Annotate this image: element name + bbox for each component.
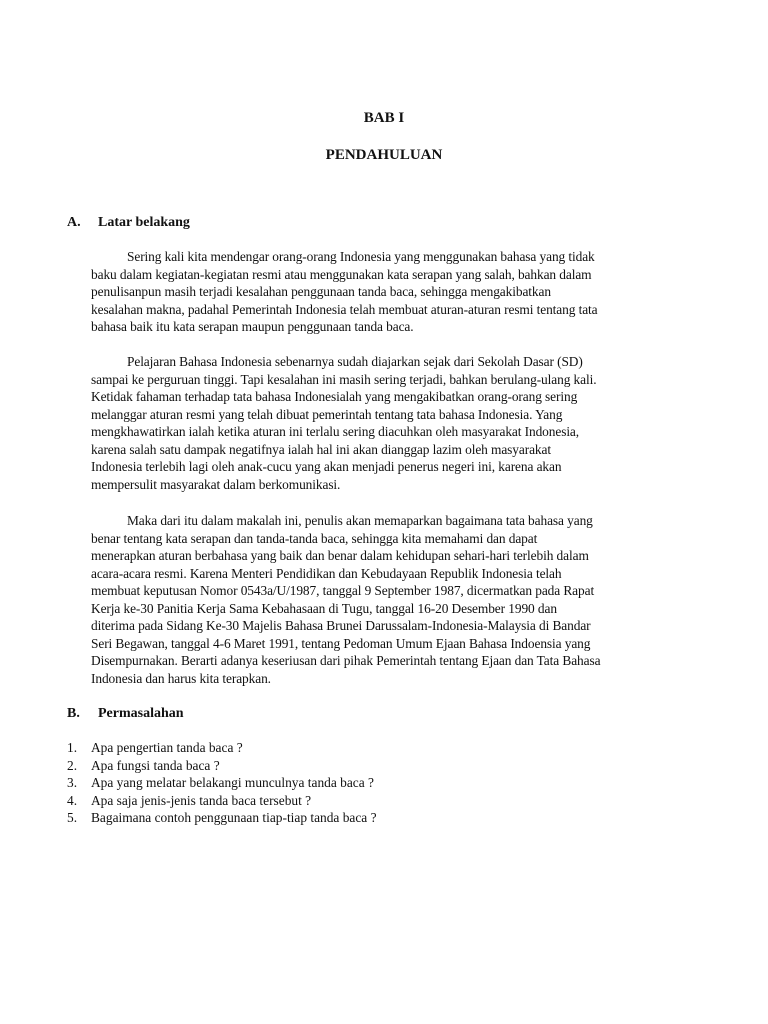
list-item xyxy=(67,809,377,827)
paragraph-line: kesalahan makna, padahal Pemerintah Indonesia telah membuat aturan-aturan resmi tentang tata xyxy=(91,301,598,317)
paragraph-line: Sering kali kita mendengar orang-orang Indonesia yang menggunakan bahasa yang tidak xyxy=(127,249,595,264)
paragraph-line: karena salah satu dampak negatifnya ialah hal ini akan dianggap lazim oleh masyarakat xyxy=(91,441,551,457)
paragraph-line: Seri Begawan, tanggal 4-6 Maret 1991, tentang Pedoman Umum Ejaan Bahasa Indoensia yang xyxy=(91,635,591,651)
paragraph-line: mengkhawatirkan ialah ketika aturan ini terlalu sering diacuhkan oleh masyarakat Indonesia, xyxy=(91,424,580,439)
list-item-number: 1. xyxy=(67,740,78,755)
problem-list xyxy=(67,739,377,827)
section-a-letter: A. xyxy=(67,215,81,230)
list-item xyxy=(67,792,377,810)
paragraph-line: mempersulit masyarakat dalam berkomunikasi. xyxy=(91,476,341,492)
paragraph-line: menerapkan aturan berbahasa yang baik dan benar dalam kehidupan sehari-hari terlebih dalam xyxy=(91,548,589,563)
paragraph-2 xyxy=(91,353,675,493)
chapter-title: PENDAHULUAN xyxy=(325,147,443,163)
list-item-text: Apa pengertian tanda baca ? xyxy=(91,740,243,755)
paragraph-line: acara-acara resmi. Karena Menteri Pendidikan dan Kebudayaan Republik Indonesia telah xyxy=(91,565,562,581)
section-b-heading xyxy=(67,706,184,722)
paragraph-line: membuat keputusan Nomor 0543a/U/1987, tanggal 9 September 1987, dicermatkan pada Rapat xyxy=(91,583,595,598)
paragraph-line: penulisanpun masih terjadi kesalahan penggunaan tanda baca, sehingga mengakibatkan xyxy=(91,284,551,299)
list-item xyxy=(67,774,377,792)
paragraph-line: Indonesia terlebih lagi oleh anak-cucu yang akan menjadi penerus negeri ini, karena akan xyxy=(91,459,562,474)
list-item xyxy=(67,739,377,757)
chapter-number: BAB I xyxy=(363,110,405,126)
list-item-text: Apa yang melatar belakangi munculnya tanda baca ? xyxy=(91,775,374,790)
list-item xyxy=(67,757,377,775)
section-a-heading xyxy=(67,215,190,231)
paragraph-1 xyxy=(91,248,675,336)
list-item-text: Apa fungsi tanda baca ? xyxy=(91,757,220,773)
list-item-number: 4. xyxy=(67,792,78,808)
paragraph-line: Maka dari itu dalam makalah ini, penulis akan memaparkan bagaimana tata bahasa yang xyxy=(127,513,593,528)
list-item-number: 2. xyxy=(67,757,78,773)
paragraph-line: Kerja ke-30 Panitia Kerja Sama Kebahasaan di Tugu, tanggal 16-20 Desember 1990 dan xyxy=(91,600,557,616)
paragraph-line: benar tentang kata serapan dan tanda-tanda baca, sehingga kita memahami dan dapat xyxy=(91,530,538,546)
paragraph-line: melanggar aturan resmi yang telah dibuat pemerintah tentang tata bahasa Indonesia. Yang xyxy=(91,406,563,422)
section-b-title: Permasalahan xyxy=(98,706,184,721)
section-b-letter: B. xyxy=(67,706,80,721)
section-a-title: Latar belakang xyxy=(98,215,190,230)
list-item-text: Bagaimana contoh penggunaan tiap-tiap tanda baca ? xyxy=(91,810,377,825)
paragraph-line: baku dalam kegiatan-kegiatan resmi atau menggunakan kata serapan yang salah, bahkan dalam xyxy=(91,266,592,282)
paragraph-line: Indonesia dan harus kita terapkan. xyxy=(91,670,271,686)
list-item-text: Apa saja jenis-jenis tanda baca tersebut ? xyxy=(91,792,312,808)
paragraph-line: sampai ke perguruan tinggi. Tapi kesalahan ini masih sering terjadi, bahkan berulang-ulang kali. xyxy=(91,371,597,387)
list-item-number: 5. xyxy=(67,810,78,825)
paragraph-line: Pelajaran Bahasa Indonesia sebenarnya sudah diajarkan sejak dari Sekolah Dasar (SD) xyxy=(127,354,583,369)
paragraph-line: Disempurnakan. Berarti adanya keseriusan dari pihak Pemerintah tentang Ejaan dan Tata Bahasa xyxy=(91,653,601,668)
paragraph-line: diterima pada Sidang Ke-30 Majelis Bahasa Brunei Darussalam-Indonesia-Malaysia di Bandar xyxy=(91,618,591,633)
paragraph-line: Ketidak fahaman terhadap tata bahasa Indonesialah yang mengakibatkan orang-orang sering xyxy=(91,389,578,404)
list-item-number: 3. xyxy=(67,775,78,790)
paragraph-line: bahasa baik itu kata serapan maupun penggunaan tanda baca. xyxy=(91,319,414,334)
paragraph-3 xyxy=(91,512,675,687)
